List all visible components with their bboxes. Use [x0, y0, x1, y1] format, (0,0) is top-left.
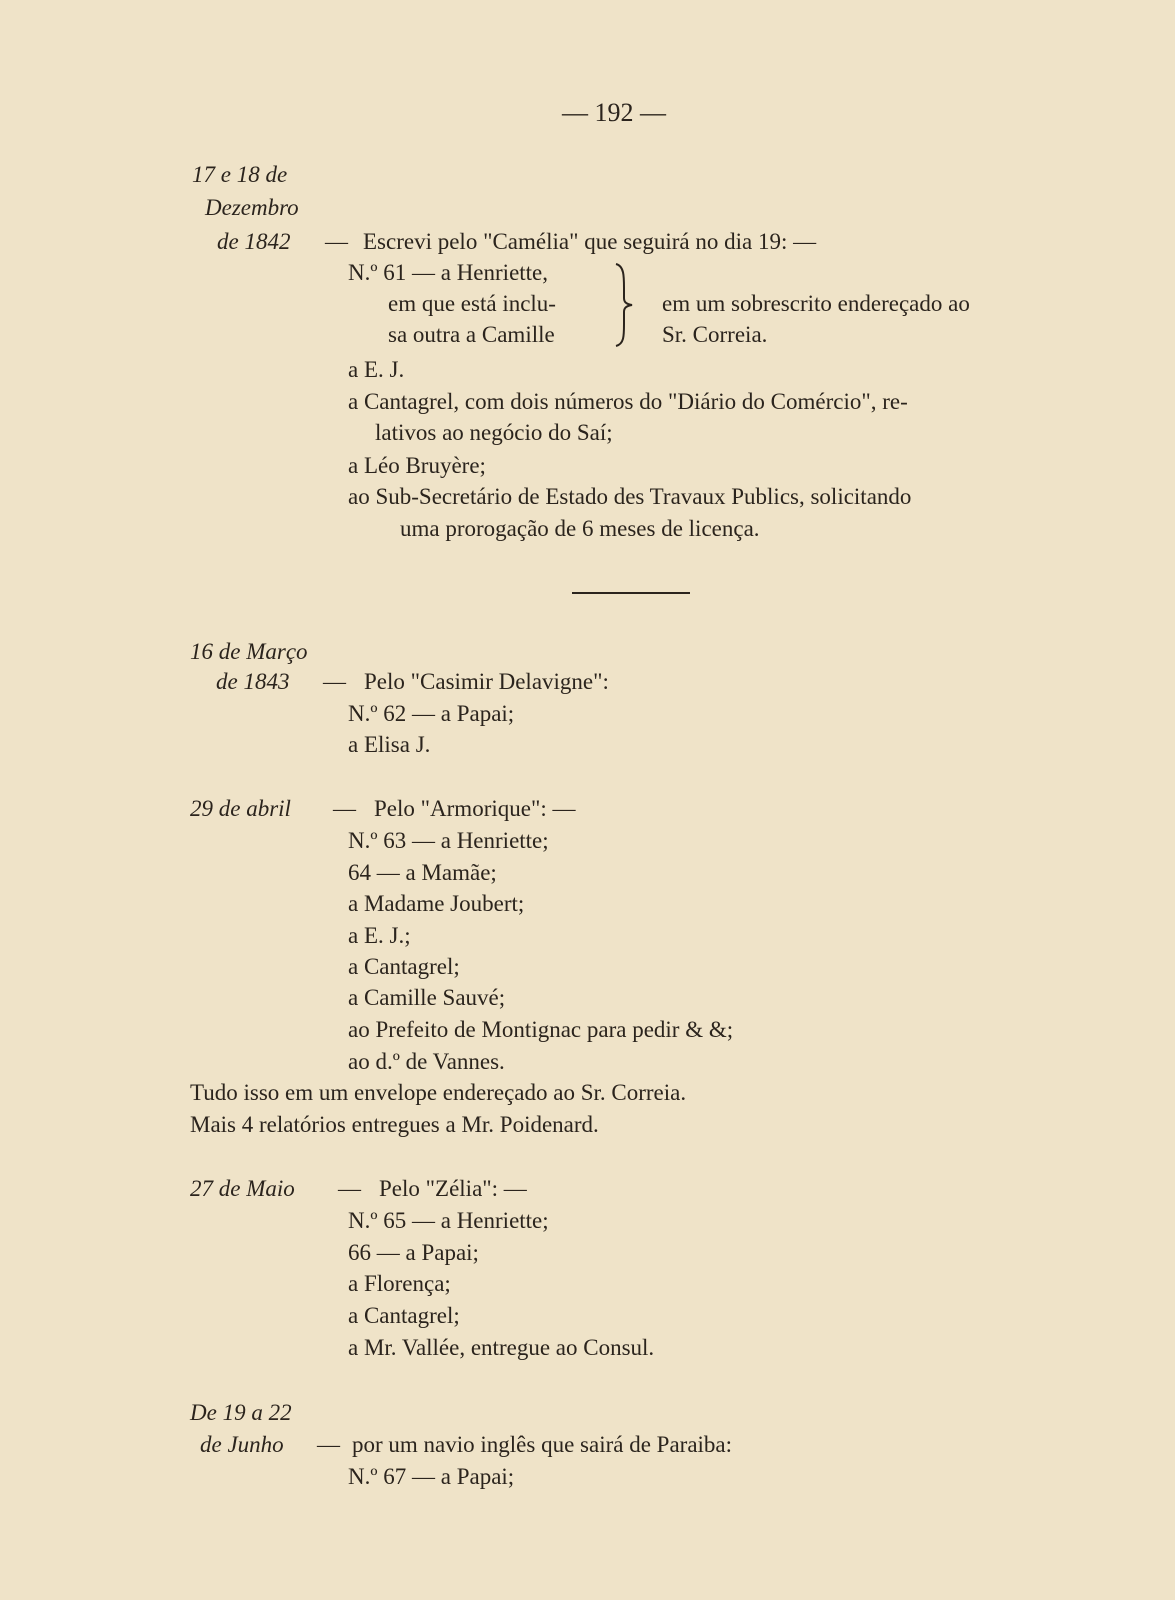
entry3-item-7: ao Prefeito de Montignac para pedir & &; [348, 1017, 734, 1042]
entry5-date-line1: De 19 a 22 [190, 1400, 292, 1425]
entry5-date-line2: de Junho [200, 1432, 284, 1457]
entry4-date: 27 de Maio [190, 1176, 295, 1201]
entry1-brace-left-1: N.º 61 — a Henriette, [348, 260, 549, 285]
entry3-date: 29 de abril [190, 796, 291, 821]
entry1-brace-right-2: Sr. Correia. [662, 322, 768, 347]
entry3-header: Pelo "Armorique": — [374, 796, 576, 821]
entry1-item-4: a Léo Bruyère; [348, 453, 486, 478]
entry4-item-3: a Florença; [348, 1271, 451, 1296]
entry2-date-line1: 16 de Março [190, 639, 308, 664]
entry3-item-1: N.º 63 — a Henriette; [348, 828, 549, 853]
entry4-header: Pelo "Zélia": — [379, 1176, 527, 1201]
entry2-header: Pelo "Casimir Delavigne": [364, 669, 609, 694]
entry1-dash: — [325, 229, 348, 254]
entry1-date-line1: 17 e 18 de [192, 162, 288, 187]
section-divider [572, 592, 690, 594]
entry3-footer-2: Mais 4 relatórios entregues a Mr. Poidenard. [190, 1112, 599, 1137]
entry1-brace-left-3: sa outra a Camille [388, 322, 555, 347]
entry1-item-5: ao Sub-Secretário de Estado des Travaux Publics, solicitando [348, 484, 912, 509]
entry1-item-3: lativos ao negócio do Saí; [375, 420, 613, 445]
entry3-item-4: a E. J.; [348, 923, 411, 948]
entry2-item-1: N.º 62 — a Papai; [348, 701, 515, 726]
entry3-dash: — [333, 796, 356, 821]
entry1-date-line2: Dezembro [205, 195, 299, 220]
page-number: — 192 — [562, 98, 666, 127]
entry1-item-2: a Cantagrel, com dois números do "Diário do Comércio", re- [348, 389, 908, 414]
entry4-item-4: a Cantagrel; [348, 1303, 460, 1328]
entry4-dash: — [338, 1176, 361, 1201]
entry2-dash: — [323, 669, 346, 694]
entry5-header: por um navio inglês que sairá de Paraiba: [352, 1432, 733, 1457]
entry3-item-6: a Camille Sauvé; [348, 985, 506, 1010]
entry1-brace-left-2: em que está inclu- [388, 291, 556, 316]
entry4-item-1: N.º 65 — a Henriette; [348, 1208, 549, 1233]
entry5-dash: — [317, 1432, 340, 1457]
entry4-item-5: a Mr. Vallée, entregue ao Consul. [348, 1335, 655, 1360]
entry3-item-3: a Madame Joubert; [348, 891, 525, 916]
entry1-date-line3: de 1842 [217, 229, 291, 254]
entry1-item-1: a E. J. [348, 357, 405, 382]
entry3-item-2: 64 — a Mamãe; [348, 860, 497, 885]
entry3-footer-1: Tudo isso em um envelope endereçado ao Sr. Correia. [190, 1080, 687, 1105]
entry2-item-2: a Elisa J. [348, 732, 431, 757]
entry4-item-2: 66 — a Papai; [348, 1240, 479, 1265]
entry1-item-6: uma prorogação de 6 meses de licença. [400, 516, 760, 541]
entry2-date-line2: de 1843 [216, 669, 290, 694]
entry1-brace-right-1: em um sobrescrito endereçado ao [662, 291, 970, 316]
entry5-item-1: N.º 67 — a Papai; [348, 1464, 515, 1489]
entry1-header: Escrevi pelo "Camélia" que seguirá no dia 19: — [363, 229, 817, 254]
entry3-item-5: a Cantagrel; [348, 954, 460, 979]
right-brace-icon [612, 262, 636, 348]
entry3-item-8: ao d.º de Vannes. [348, 1049, 505, 1074]
